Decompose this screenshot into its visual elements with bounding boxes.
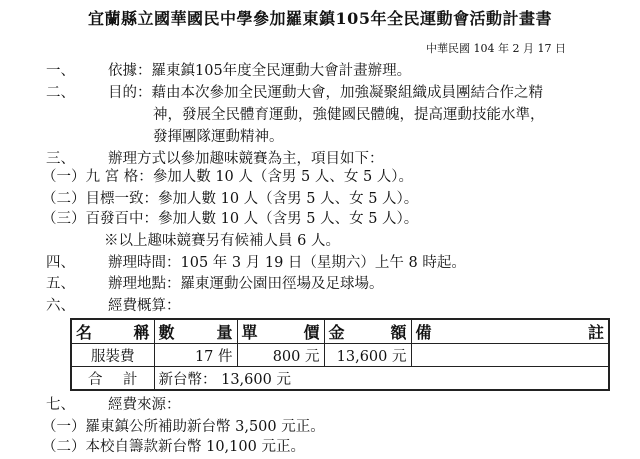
- event-item: [42, 190, 418, 208]
- section-text: 經費概算：: [108, 298, 181, 314]
- funding-item: [42, 418, 325, 436]
- section-number: 四、: [46, 255, 75, 271]
- item-text: 目標一致：參加人數 10 人（含男 5 人、女 5 人）。: [85, 191, 419, 207]
- item-number: （一）: [42, 169, 86, 185]
- section-funding: [46, 396, 181, 414]
- total-value: 新台幣： 13,600 元: [154, 367, 609, 391]
- funding-item: [42, 438, 305, 456]
- header-name: 名 稱: [71, 319, 154, 344]
- cell-unit-price: 800 元: [237, 344, 324, 367]
- section-text: 辦理時間：105 年 3 月 19 日（星期六）上午 8 時起。: [108, 255, 466, 271]
- cell-remarks: [411, 344, 609, 367]
- section-text: 辦理方式以參加趣味競賽為主，項目如下：: [108, 151, 384, 167]
- document-title: 宜蘭縣立國華國民中學參加羅東鎮105年全民運動會活動計畫書: [88, 9, 552, 28]
- total-label: 合 計: [71, 367, 154, 391]
- section-number: 二、: [46, 85, 75, 101]
- event-item: [42, 210, 418, 228]
- section-basis: [46, 62, 411, 80]
- item-text: 羅東鎮公所補助新台幣 3,500 元正。: [85, 419, 325, 435]
- section-budget: [46, 297, 181, 315]
- section-text: 依據：羅東鎮105年度全民運動大會計畫辦理。: [108, 63, 412, 79]
- section-number: 六、: [46, 298, 75, 314]
- cell-name: 服裝費: [71, 344, 154, 367]
- item-text: 本校自籌款新台幣 10,100 元正。: [85, 439, 305, 455]
- item-number: （一）: [42, 419, 86, 435]
- substitute-note: ※以上趣味競賽另有候補人員 6 人。: [104, 233, 340, 249]
- section-time: [46, 254, 466, 272]
- section-number: 一、: [46, 63, 75, 79]
- item-number: （二）: [42, 191, 86, 207]
- section-text: 目的：藉由本次參加全民運動大會，加強凝聚組織成員團結合作之精: [108, 85, 543, 101]
- item-text: 百發百中：參加人數 10 人（含男 5 人、女 5 人）。: [85, 211, 419, 227]
- item-number: （二）: [42, 439, 86, 455]
- header-unit-price: 單 價: [237, 319, 324, 344]
- cell-quantity: 17 件: [154, 344, 237, 367]
- section-purpose: [46, 84, 543, 102]
- section-number: 七、: [46, 397, 75, 413]
- header-remarks: 備 註: [411, 319, 609, 344]
- section-text: 辦理地點：羅東運動公園田徑場及足球場。: [108, 276, 384, 292]
- document-date: 中華民國 104 年 2 月 17 日: [426, 42, 566, 55]
- section-location: [46, 275, 384, 293]
- section-text: 經費來源：: [108, 397, 181, 413]
- event-item: [42, 168, 413, 186]
- budget-table: [70, 318, 610, 391]
- budget-header-row: [71, 319, 609, 344]
- total-row: [71, 367, 609, 391]
- section-purpose-line3: 發揮團隊運動精神。: [153, 129, 284, 145]
- section-method: [46, 150, 384, 168]
- header-quantity: 數 量: [154, 319, 237, 344]
- section-purpose-line2: 神，發展全民體育運動，強健國民體魄，提高運動技能水準，: [153, 107, 545, 123]
- item-text: 九 宮 格：參加人數 10 人（含男 5 人、女 5 人）。: [85, 169, 414, 185]
- item-number: （三）: [42, 211, 86, 227]
- section-number: 五、: [46, 276, 75, 292]
- table-row: [71, 344, 609, 367]
- section-number: 三、: [46, 151, 75, 167]
- header-amount: 金 額: [324, 319, 411, 344]
- cell-amount: 13,600 元: [324, 344, 411, 367]
